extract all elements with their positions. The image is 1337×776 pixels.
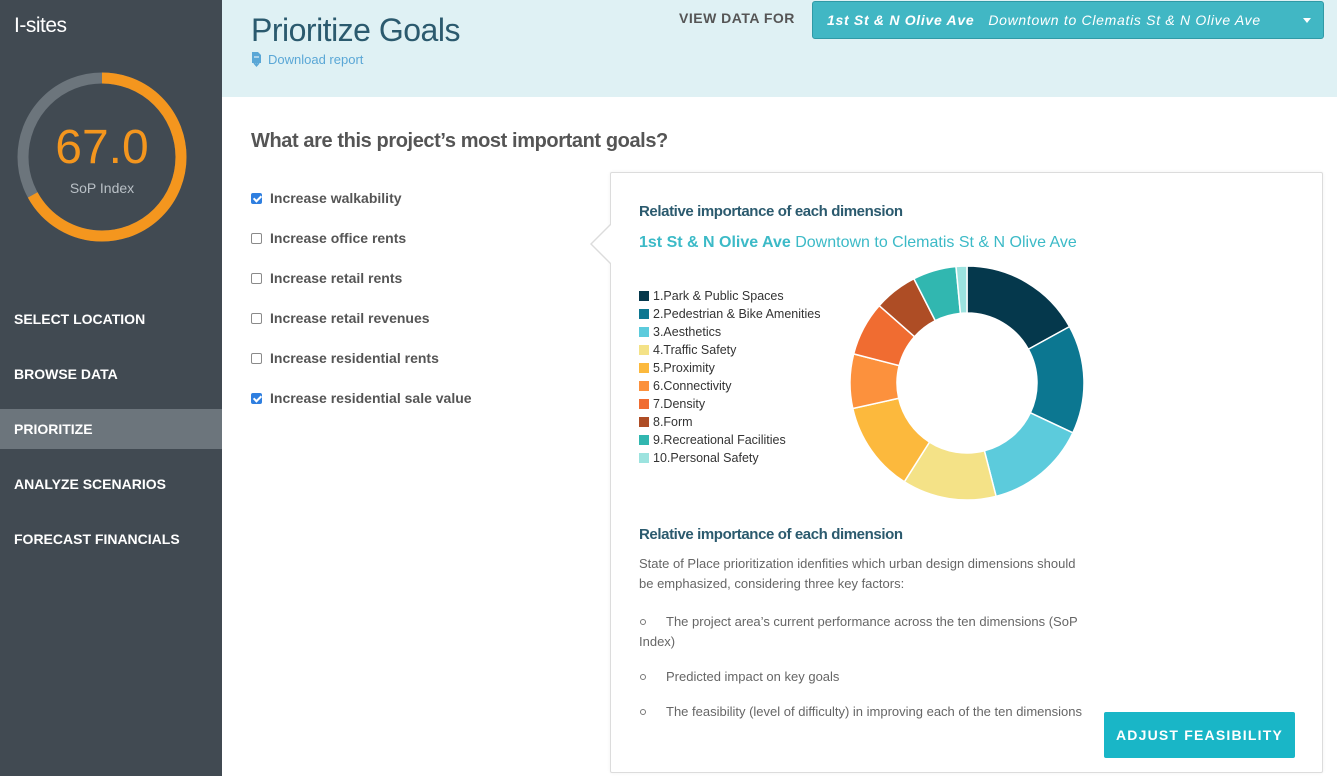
sop-index-value: 67.0: [55, 121, 149, 174]
chart-location-segment: Downtown to Clematis St & N Olive Ave: [795, 234, 1077, 251]
legend-swatch: [639, 309, 649, 319]
legend-label: 3.Aesthetics: [653, 325, 722, 339]
legend-item: [639, 323, 820, 341]
legend-swatch: [639, 435, 649, 445]
location-segment: Downtown to Clematis St & N Olive Ave: [988, 12, 1261, 28]
legend-swatch: [639, 291, 649, 301]
legend-swatch: [639, 327, 649, 337]
goal-checkbox[interactable]: [251, 313, 262, 324]
legend-swatch: [639, 345, 649, 355]
goal-checkbox-row[interactable]: [251, 230, 406, 246]
legend-label: 10.Personal Safety: [653, 451, 759, 465]
goal-checkbox-row[interactable]: [251, 270, 402, 286]
sidebar: [0, 0, 222, 776]
goal-label: Increase residential rents: [270, 350, 439, 366]
factor-bullet: [639, 702, 1089, 722]
legend-label: 2.Pedestrian & Bike Amenities: [653, 307, 821, 321]
legend-label: 7.Density: [653, 397, 706, 411]
goals-question: What are this project’s most important goals?: [251, 130, 668, 152]
goal-checkbox-row[interactable]: [251, 190, 402, 206]
goal-checkbox[interactable]: [251, 193, 262, 204]
nav-browse-data[interactable]: BROWSE DATA: [14, 366, 118, 382]
legend-swatch: [639, 399, 649, 409]
goal-checkbox-row[interactable]: [251, 310, 430, 326]
factor-bullet: [639, 612, 1089, 652]
bullet-icon: [640, 619, 646, 625]
legend-item: [639, 359, 820, 377]
nav-forecast-financials[interactable]: FORECAST FINANCIALS: [14, 531, 180, 547]
legend-label: 9.Recreational Facilities: [653, 433, 786, 447]
factor-bullet: [639, 667, 1089, 687]
download-file-icon: [251, 52, 262, 67]
legend-item: [639, 431, 820, 449]
bullet-icon: [640, 674, 646, 680]
goal-checkbox[interactable]: [251, 273, 262, 284]
nav-prioritize[interactable]: PRIORITIZE: [0, 409, 222, 449]
chart-legend: [639, 287, 820, 467]
goal-label: Increase walkability: [270, 190, 402, 206]
factor-bullet-text: Predicted impact on key goals: [666, 669, 840, 684]
description-heading: Relative importance of each dimension: [639, 526, 903, 543]
app-brand[interactable]: I-sites: [14, 14, 67, 37]
legend-label: 5.Proximity: [653, 361, 715, 375]
legend-swatch: [639, 453, 649, 463]
chevron-down-icon: [1303, 18, 1311, 23]
nav-analyze-scenarios[interactable]: ANALYZE SCENARIOS: [14, 476, 166, 492]
download-report-link[interactable]: [251, 52, 363, 67]
adjust-feasibility-button[interactable]: ADJUST FEASIBILITY: [1104, 712, 1295, 758]
nav-select-location[interactable]: SELECT LOCATION: [14, 311, 146, 327]
legend-item: [639, 377, 820, 395]
chart-location: [639, 234, 1077, 252]
goal-label: Increase residential sale value: [270, 390, 472, 406]
goal-label: Increase retail rents: [270, 270, 403, 286]
legend-item: [639, 305, 820, 323]
legend-swatch: [639, 381, 649, 391]
goal-checkbox-row[interactable]: [251, 390, 472, 406]
page-title: Prioritize Goals: [251, 12, 460, 48]
panel-pointer-inner: [592, 225, 611, 263]
goal-label: Increase retail revenues: [270, 310, 430, 326]
goal-checkbox[interactable]: [251, 393, 262, 404]
location-select[interactable]: [812, 1, 1324, 39]
location-street: 1st St & N Olive Ave: [827, 12, 975, 28]
legend-item: [639, 449, 820, 467]
sop-index-label: SoP Index: [69, 180, 135, 196]
legend-label: 6.Connectivity: [653, 379, 732, 393]
legend-label: 4.Traffic Safety: [653, 343, 737, 357]
legend-label: 1.Park & Public Spaces: [653, 289, 784, 303]
goal-label: Increase office rents: [270, 230, 407, 246]
legend-item: [639, 413, 820, 431]
legend-swatch: [639, 417, 649, 427]
goal-checkbox[interactable]: [251, 233, 262, 244]
description-text: State of Place prioritization idenfities which urban design dimensions should be emphasized, considering three key factors:: [639, 556, 1076, 591]
legend-label: 8.Form: [653, 415, 693, 429]
download-report-label: Download report: [268, 52, 364, 67]
bullet-icon: [640, 709, 646, 715]
goal-checkbox[interactable]: [251, 353, 262, 364]
legend-item: [639, 341, 820, 359]
chart-heading: Relative importance of each dimension: [639, 203, 903, 220]
factor-bullet-text: The feasibility (level of difficulty) in improving each of the ten dimensions: [666, 704, 1082, 719]
goal-checkbox-row[interactable]: [251, 350, 439, 366]
legend-swatch: [639, 363, 649, 373]
legend-item: [639, 287, 820, 305]
legend-item: [639, 395, 820, 413]
importance-donut-chart: [849, 265, 1085, 501]
chart-location-street: 1st St & N Olive Ave: [639, 234, 791, 251]
factor-bullet-text: The project area’s current performance across the ten dimensions (SoP Index): [639, 614, 1078, 649]
view-data-for-label: VIEW DATA FOR: [679, 10, 795, 26]
